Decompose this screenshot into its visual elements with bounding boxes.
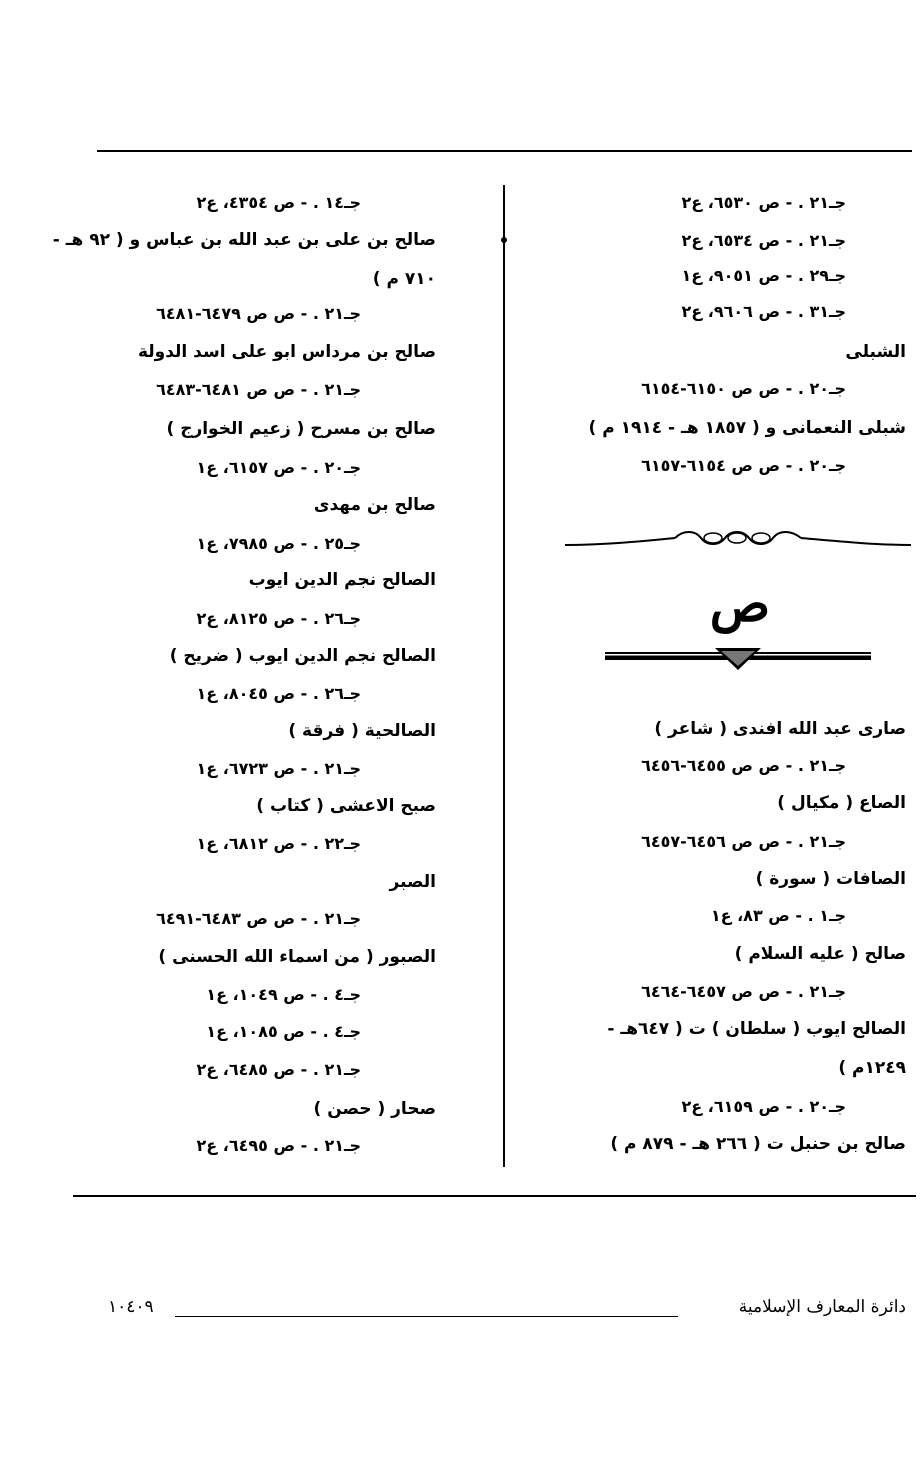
index-reference: جـ٢١ . - ص ص ٦٤٨١-٦٤٨٣ [156,380,361,399]
index-reference: جـ٢١ . - ص ص ٦٤٨٣-٦٤٩١ [156,909,361,928]
column-divider-dot [501,237,507,243]
index-reference: جـ٣١ . - ص ٩٦٠٦، ع٢ [681,302,846,321]
index-reference: جـ١٤ . - ص ٤٣٥٤، ع٢ [196,193,361,212]
index-reference: جـ٢٩ . - ص ٩٠٥١، ع١ [681,266,846,285]
index-reference: جـ٢٠ . - ص ص ٦١٥٤-٦١٥٧ [641,456,846,475]
index-heading: ١٢٤٩م ) [838,1058,906,1078]
index-reference: جـ٢١ . - ص ص ٦٤٥٧-٦٤٦٤ [641,982,846,1001]
index-heading: صبح الاعشى ( كتاب ) [256,796,436,816]
index-heading: صارى عبد الله افندى ( شاعر ) [654,719,906,739]
index-reference: جـ٢١ . - ص ٦٥٣٠، ع٢ [681,193,846,212]
top-rule [97,150,912,152]
index-reference: جـ٢١ . - ص ص ٦٤٧٩-٦٤٨١ [156,304,361,323]
index-heading: صالح بن حنبل ت ( ٢٦٦ هـ - ٨٧٩ م ) [610,1134,906,1154]
index-reference: جـ٢٥ . - ص ٧٩٨٥، ع١ [196,534,361,553]
index-reference: جـ٢٠ . - ص ص ٦١٥٠-٦١٥٤ [641,379,846,398]
page-number: ١٠٤٠٩ [108,1297,154,1317]
index-heading: الصبر [389,872,436,892]
index-reference: جـ٢١ . - ص ٦٧٢٣، ع١ [196,759,361,778]
footer-rule [175,1316,678,1317]
index-heading: صالح بن مهدى [313,495,436,515]
index-reference: جـ٢٠ . - ص ٦١٥٧، ع١ [196,458,361,477]
index-heading: الصاع ( مكيال ) [777,793,906,813]
index-reference: جـ٢١ . - ص ٦٤٨٥، ع٢ [196,1060,361,1079]
index-reference: جـ٢١ . - ص ص ٦٤٥٥-٦٤٥٦ [641,756,846,775]
index-heading: الصافات ( سورة ) [755,869,906,889]
index-heading: صالح بن على بن عبد الله بن عباس و ( ٩٢ هـ - [52,230,436,250]
index-heading: الصبور ( من اسماء الله الحسنى ) [158,947,436,967]
section-ornament [565,522,911,556]
index-heading: صالح بن مسرح ( زعيم الخوارج ) [166,419,436,439]
index-heading: الصالحية ( فرقة ) [288,721,436,741]
index-reference: جـ٢١ . - ص ٦٥٣٤، ع٢ [681,231,846,250]
index-heading: شبلى النعمانى و ( ١٨٥٧ هـ - ١٩١٤ م ) [588,418,906,438]
bottom-rule [73,1195,916,1197]
index-reference: جـ٢٦ . - ص ٨١٢٥، ع٢ [196,609,361,628]
footer-title: دائرة المعارف الإسلامية [738,1297,906,1317]
index-heading: الصالح نجم الدين ايوب [248,570,436,590]
index-reference: جـ٢٠ . - ص ٦١٥٩، ع٢ [681,1097,846,1116]
section-letter: ص [709,574,771,633]
index-heading: صالح ( عليه السلام ) [734,944,906,964]
index-heading: صحار ( حصن ) [313,1099,436,1119]
index-reference: جـ٢١ . - ص ٦٤٩٥، ع٢ [196,1136,361,1155]
index-reference: جـ٤ . - ص ١٠٤٩، ع١ [206,985,361,1004]
index-heading: الصالح ايوب ( سلطان ) ت ( ٦٤٧هـ - [607,1019,906,1039]
index-heading: ٧١٠ م ) [372,269,436,289]
index-heading: صالح بن مرداس ابو على اسد الدولة [137,342,436,362]
index-reference: جـ٢٦ . - ص ٨٠٤٥، ع١ [196,684,361,703]
index-reference: جـ٢١ . - ص ص ٦٤٥٦-٦٤٥٧ [641,832,846,851]
section-divider-bar [605,645,871,671]
index-reference: جـ١ . - ص ٨٣، ع١ [710,906,846,925]
index-heading: الصالح نجم الدين ايوب ( ضريح ) [169,646,436,666]
index-reference: جـ٤ . - ص ١٠٨٥، ع١ [206,1022,361,1041]
index-reference: جـ٢٢ . - ص ٦٨١٢، ع١ [196,834,361,853]
index-heading: الشبلى [845,342,906,362]
column-divider [503,185,505,1167]
